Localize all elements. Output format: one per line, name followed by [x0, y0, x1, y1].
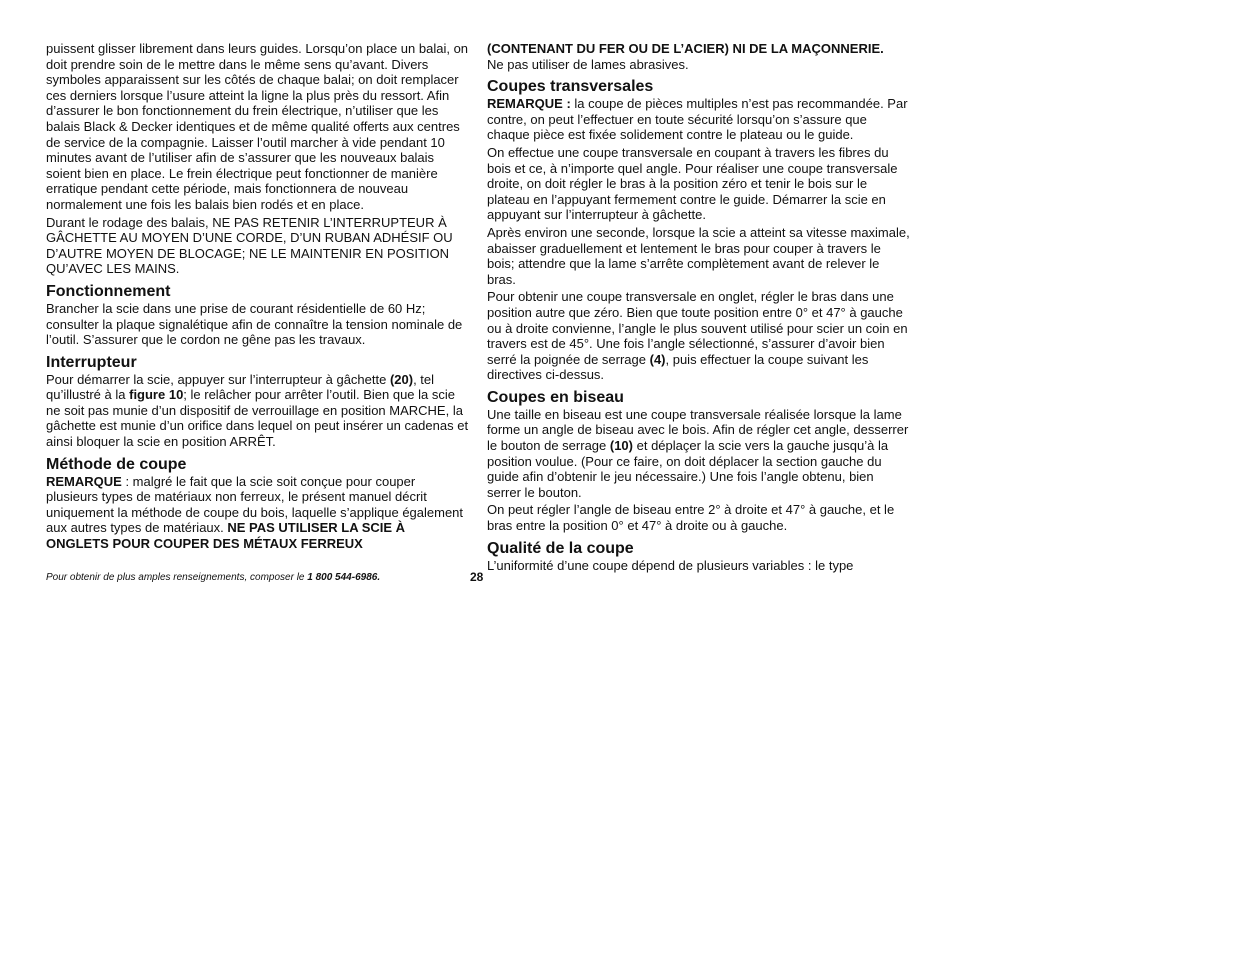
text-segment: et déplaçer la scie vers la gauche jusqu’à la position voulue. (Pour ce faire, on doit déplacer la section gauche du guide afin d’obtenir le jeu nécessaire.) Une fois l’angle obtenu, bien serrer le bouton.: [487, 438, 889, 500]
footer-note: [46, 572, 486, 583]
paragraph-bevel-range: On peut régler l’angle de biseau entre 2° à droite et 47° à gauche, et le bras entre la position 0° et 47° à droite ou à gauche.: [487, 502, 895, 534]
warning-text: NE PAS UTILISER LA SCIE À ONGLETS POUR COUPER DES MÉTAUX FERREUX: [46, 520, 406, 552]
text-segment: Une taille en biseau est une coupe transversale réalisée lorsque la lame forme un angle de biseau avec le bois. Afin de régler cet angle, desserrer le bouton de serrage: [487, 406, 909, 454]
paragraph-methode: [46, 474, 470, 552]
callout-number: (10): [609, 438, 633, 454]
text-segment: la coupe de pièces multiples n’est pas recommandée. Par contre, on peut l’effectuer en toute sécurité lorsqu’on s’assure que chaque pièce est fixée solidement contre le plateau ou le guide.: [487, 96, 908, 143]
text-segment: ; le relâcher pour arrêter l’outil. Bien que la scie ne soit pas munie d’un dispositif de verrouillage en position MARCHE, la gâchette est munie d’un orifice dans lequel on peut insérer un cadenas et ainsi bloquer la scie en position ARRÊT.: [46, 387, 469, 450]
paragraph-fonctionnement: Brancher la scie dans une prise de courant résidentielle de 60 Hz; consulter la plaque signalétique afin de connaître la tension nominale de l’outil. S’assurer que le cordon ne gêne pas les travaux.: [46, 300, 463, 348]
paragraph-brush-warning: Durant le rodage des balais, NE PAS RETENIR L’INTERRUPTEUR À GÂCHETTE AU MOYEN D’UNE CORDE, D’UN RUBAN ADHÉSIF OU D’AUTRE MOYEN DE BLOCAGE; NE LE MAINTENIR EN POSITION QU’AVEC LES MAINS.: [46, 214, 453, 277]
warning-text: (CONTENANT DU FER OU DE L’ACIER) NI DE LA MAÇONNERIE.: [487, 41, 884, 56]
heading-interrupteur: Interrupteur: [46, 353, 137, 371]
note-label: REMARQUE :: [487, 96, 571, 112]
paragraph-interrupteur: [46, 372, 470, 450]
heading-qualite-de-la-coupe: Qualité de la coupe: [487, 539, 634, 557]
heading-coupes-en-biseau: Coupes en biseau: [487, 388, 624, 406]
heading-methode-de-coupe: Méthode de coupe: [46, 455, 187, 473]
footer-phone: 1 800 544-6986.: [307, 572, 381, 583]
paragraph-continued-warning: [487, 41, 911, 72]
paragraph-qualite: L’uniformité d’une coupe dépend de plusieurs variables : le type: [487, 557, 854, 573]
footer-text: Pour obtenir de plus amples renseignements, composer le: [46, 572, 308, 583]
paragraph-brushes: puissent glisser librement dans leurs guides. Lorsqu’on place un balai, on doit prendre soin de le mettre dans le même sens qu’avant. Divers symboles apparaissent sur les côtés de chaque balai; on doit remplacer ces derniers lorsque l’usure atteint la ligne la plus près du ressort. Afin d’assurer le bon fonctionnement du frein électrique, n’utiliser que les balais Black & Decker identiques et de même qualité offerts aux centres de service de la compagnie. Laisser l’outil marcher à vide pendant 10 minutes avant de l’utiliser afin de s’assurer que les nouveaux balais soient bien en place. Le frein électrique peut fonctionner de manière erratique pendant cette période, mais fonctionnera de nouveau normalement une fois les balais bien rodés et en place.: [46, 41, 469, 212]
text-segment: , tel qu’illustré à la: [46, 371, 435, 403]
paragraph-bevel: [487, 407, 911, 501]
text-segment: Pour démarrer la scie, appuyer sur l’interrupteur à gâchette: [46, 371, 390, 387]
paragraph-miter: [487, 289, 911, 383]
note-label: REMARQUE: [46, 473, 122, 489]
left-column: [46, 41, 470, 554]
figure-reference: figure 10: [129, 387, 184, 403]
text-segment: Ne pas utiliser de lames abrasives.: [487, 56, 689, 72]
text-segment: : malgré le fait que la scie soit conçue pour couper plusieurs types de matériaux non ferreux, le présent manuel décrit uniquement la méthode de coupe du bois, laquelle s’applique également aux autres types de matériaux.: [46, 473, 464, 536]
heading-coupes-transversales: Coupes transversales: [487, 78, 654, 96]
callout-number: (4): [649, 351, 666, 367]
text-segment: Pour obtenir une coupe transversale en onglet, régler le bras dans une position autre que zéro. Bien que toute position entre 0° et 47° à gauche ou à droite convienne, l’angle le plus souvent utilisé pour scier un coin en travers est de 45°. Une fois l’angle sélectionné, s’assurer d’avoir bien serré la poignée de serrage: [487, 289, 908, 367]
paragraph-crosscut-speed: Après environ une seconde, lorsque la scie a atteint sa vitesse maximale, abaisser graduellement et lentement le bras pour couper à travers le bois; attendre que la lame s’arrête complètement avant de relever le bras.: [487, 224, 910, 287]
callout-number: (20): [389, 371, 414, 387]
heading-fonctionnement: Fonctionnement: [46, 282, 171, 300]
paragraph-crosscut: On effectue une coupe transversale en coupant à travers les fibres du bois et ce, à n’importe quel angle. Pour réaliser une coupe transversale droite, on doit régler le bras à la position zéro et tenir le bois sur le plateau en l’appuyant fermement contre le guide. Démarrer la scie en appuyant sur l’interrupteur à gâchette.: [487, 144, 898, 223]
text-segment: , puis effectuer la coupe suivant les directives ci-dessus.: [487, 351, 869, 383]
page-number: 28: [470, 570, 484, 584]
right-column: [487, 41, 911, 575]
paragraph-remarque: [487, 96, 911, 143]
